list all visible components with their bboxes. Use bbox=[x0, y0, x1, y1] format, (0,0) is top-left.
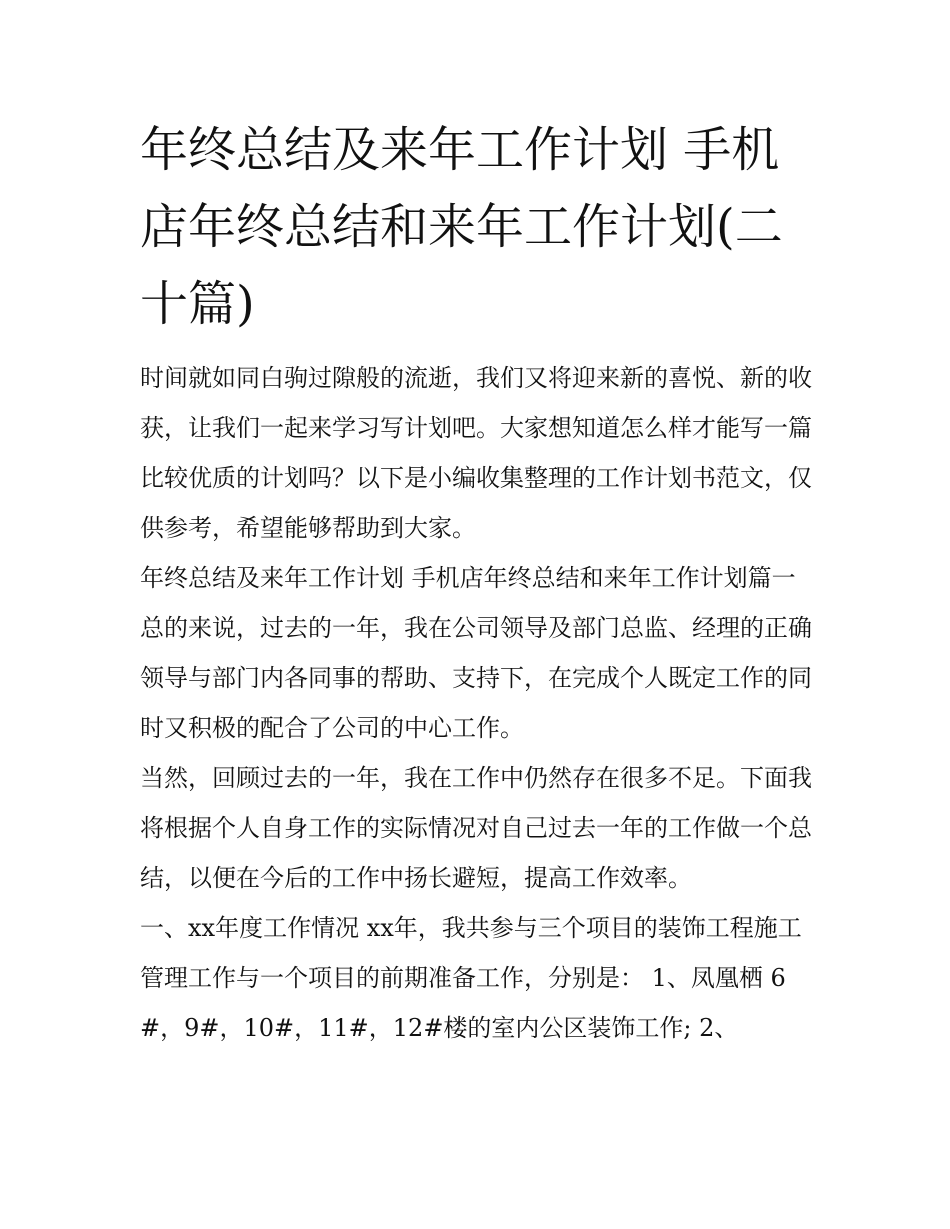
intro-paragraph: 时间就如同白驹过隙般的流逝，我们又将迎来新的喜悦、新的收获，让我们一起来学习写计划吧。大家想知道怎么样才能写一篇比较优质的计划吗？以下是小编收集整理的工作计划书范文，仅供参考，希望能够帮助到大家。 bbox=[140, 364, 812, 542]
section-heading: 年终总结及来年工作计划 手机店年终总结和来年工作计划篇一 bbox=[140, 564, 796, 592]
body-paragraph-2: 当然，回顾过去的一年，我在工作中仍然存在很多不足。下面我将根据个人自身工作的实际情况对自己过去一年的工作做一个总结，以便在今后的工作中扬长避短，提高工作效率。 bbox=[140, 764, 812, 892]
body-paragraph-3: 一、xx年度工作情况 xx年，我共参与三个项目的装饰工程施工管理工作与一个项目的前期准备工作，分别是： 1、凤凰栖 6#，9#，10#，11#，12#楼的室内公区装饰工作; 2、 bbox=[140, 914, 802, 1042]
document-body bbox=[140, 112, 812, 1053]
body-paragraph-1: 总的来说，过去的一年，我在公司领导及部门总监、经理的正确领导与部门内各同事的帮助、支持下，在完成个人既定工作的同时又积极的配合了公司的中心工作。 bbox=[140, 614, 812, 742]
document-title: 年终总结及来年工作计划 手机店年终总结和来年工作计划(二十篇) bbox=[140, 122, 783, 332]
